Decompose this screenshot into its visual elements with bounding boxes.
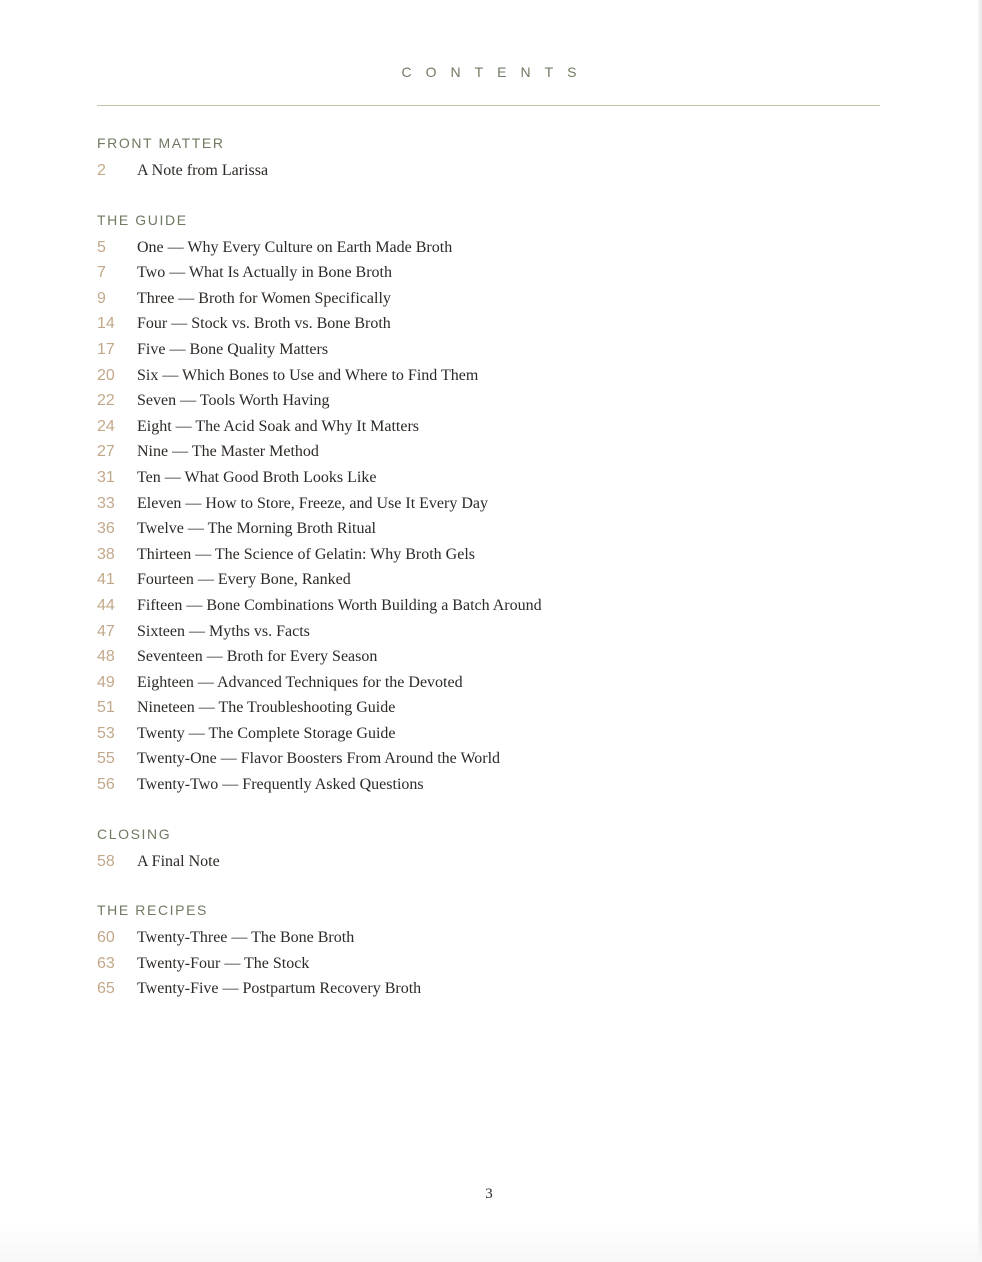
entry-title: A Final Note	[137, 852, 220, 870]
entry-page-number: 49	[97, 673, 115, 691]
contents-heading: CONTENTS	[401, 64, 591, 80]
entry-title: Twenty — The Complete Storage Guide	[137, 724, 396, 742]
heading-divider	[97, 105, 880, 106]
toc-section-the-recipes	[97, 900, 880, 1002]
entry-title: Seven — Tools Worth Having	[137, 392, 330, 410]
entry-page-number: 2	[97, 162, 106, 179]
page-edge	[978, 0, 982, 1262]
entry-page-number: 27	[97, 443, 115, 461]
toc-entry[interactable]	[97, 746, 880, 772]
toc-entry[interactable]	[97, 158, 880, 184]
toc-entry[interactable]	[97, 363, 880, 389]
toc-entry[interactable]	[97, 286, 880, 312]
entry-title: Ten — What Good Broth Looks Like	[137, 468, 377, 486]
entry-title: Nine — The Master Method	[137, 443, 319, 461]
toc-entry[interactable]	[97, 465, 880, 491]
entry-title: Twenty-Two — Frequently Asked Questions	[137, 776, 424, 794]
entry-page-number: 33	[97, 494, 115, 512]
entry-title: Twelve — The Morning Broth Ritual	[137, 520, 376, 538]
entry-title: Two — What Is Actually in Bone Broth	[137, 264, 392, 282]
entry-page-number: 60	[97, 929, 115, 947]
toc-entry[interactable]	[97, 670, 880, 696]
toc-entry[interactable]	[97, 772, 880, 798]
entry-title: Seventeen — Broth for Every Season	[137, 648, 378, 666]
entry-title: Eighteen — Advanced Techniques for the Devoted	[137, 673, 463, 691]
entry-page-number: 17	[97, 340, 115, 358]
page-bottom-shade	[0, 1222, 982, 1262]
entry-title: Four — Stock vs. Broth vs. Bone Broth	[137, 315, 391, 333]
entry-title: Nineteen — The Troubleshooting Guide	[137, 699, 396, 717]
entry-title: Twenty-One — Flavor Boosters From Around the World	[137, 750, 501, 768]
toc-entry[interactable]	[97, 644, 880, 670]
toc-entry[interactable]	[97, 567, 880, 593]
entry-title: Twenty-Four — The Stock	[137, 954, 310, 972]
entry-page-number: 36	[97, 520, 115, 538]
toc-entry[interactable]	[97, 311, 880, 337]
toc-entry[interactable]	[97, 388, 880, 414]
entry-page-number: 63	[97, 954, 115, 972]
section-title: CLOSING	[97, 825, 172, 842]
entry-page-number: 44	[97, 596, 115, 614]
entry-page-number: 56	[97, 776, 115, 794]
entry-page-number: 38	[97, 545, 115, 563]
entry-page-number: 9	[97, 289, 106, 307]
entry-page-number: 7	[97, 264, 106, 282]
toc-entry[interactable]	[97, 260, 880, 286]
entry-title: Eight — The Acid Soak and Why It Matters	[137, 417, 420, 435]
entry-title: Twenty-Three — The Bone Broth	[137, 929, 355, 947]
page-number: 3	[485, 1186, 493, 1202]
toc-entry[interactable]	[97, 235, 880, 261]
entry-title: Twenty-Five — Postpartum Recovery Broth	[137, 980, 422, 998]
entry-title: Fourteen — Every Bone, Ranked	[137, 571, 351, 589]
entry-page-number: 58	[97, 852, 115, 870]
toc-entry[interactable]	[97, 337, 880, 363]
section-title: THE RECIPES	[97, 902, 208, 919]
entry-page-number: 53	[97, 724, 115, 742]
entry-title: Six — Which Bones to Use and Where to Find Them	[137, 366, 479, 384]
entry-page-number: 65	[97, 980, 115, 998]
entry-title: Sixteen — Myths vs. Facts	[137, 622, 310, 640]
entry-title: One — Why Every Culture on Earth Made Broth	[137, 238, 453, 256]
entry-page-number: 55	[97, 750, 115, 768]
toc-entry[interactable]	[97, 721, 880, 747]
entry-page-number: 41	[97, 571, 115, 589]
entry-page-number: 31	[97, 468, 115, 486]
entry-title: A Note from Larissa	[137, 162, 269, 179]
entry-page-number: 24	[97, 417, 115, 435]
entry-page-number: 20	[97, 366, 115, 384]
toc-entry[interactable]	[97, 951, 880, 977]
toc-entry[interactable]	[97, 695, 880, 721]
toc-entry[interactable]	[97, 619, 880, 645]
entry-page-number: 48	[97, 648, 115, 666]
entry-title: Five — Bone Quality Matters	[137, 340, 329, 358]
toc-entry[interactable]	[97, 849, 880, 875]
entry-title: Fifteen — Bone Combinations Worth Building a Batch Around	[137, 596, 542, 614]
entry-page-number: 47	[97, 622, 115, 640]
toc-entry[interactable]	[97, 439, 880, 465]
entry-page-number: 5	[97, 238, 106, 256]
table-of-contents	[97, 133, 880, 1028]
toc-section-the-guide	[97, 210, 880, 798]
toc-entry[interactable]	[97, 542, 880, 568]
toc-entry[interactable]	[97, 976, 880, 1002]
section-title: THE GUIDE	[97, 211, 188, 228]
toc-entry[interactable]	[97, 516, 880, 542]
entry-title: Three — Broth for Women Specifically	[137, 289, 391, 307]
toc-section-front-matter	[97, 133, 880, 184]
entry-page-number: 22	[97, 392, 115, 410]
toc-section-closing	[97, 824, 880, 875]
toc-entry[interactable]	[97, 925, 880, 951]
toc-entry[interactable]	[97, 491, 880, 517]
entry-page-number: 14	[97, 315, 115, 333]
toc-entry[interactable]	[97, 593, 880, 619]
section-title: FRONT MATTER	[97, 135, 225, 151]
toc-entry[interactable]	[97, 414, 880, 440]
entry-page-number: 51	[97, 699, 115, 717]
entry-title: Thirteen — The Science of Gelatin: Why Broth Gels	[137, 545, 475, 563]
entry-title: Eleven — How to Store, Freeze, and Use It Every Day	[137, 494, 488, 512]
